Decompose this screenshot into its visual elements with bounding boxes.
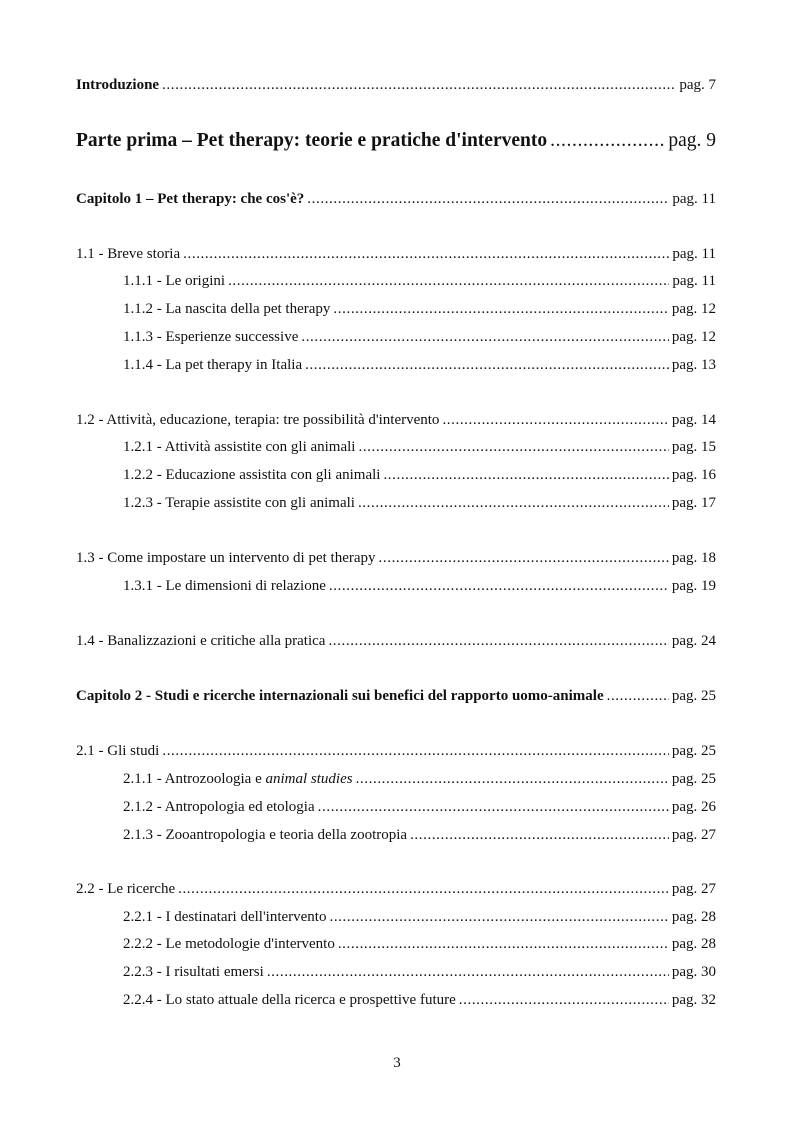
toc-label: 2.2.1 - I destinatari dell'intervento xyxy=(123,909,327,925)
toc-page-ref: pag. 25 xyxy=(671,771,716,787)
toc-entry-2-2-4[interactable] xyxy=(123,991,716,1009)
toc-label: 2.2.2 - Le metodologie d'intervento xyxy=(123,936,335,952)
toc-label xyxy=(123,770,353,788)
toc-label: 2.1 - Gli studi xyxy=(76,743,160,759)
toc-label: 1.1.2 - La nascita della pet therapy xyxy=(123,301,331,317)
dot-leader xyxy=(338,935,669,953)
toc-page-ref: pag. 18 xyxy=(671,550,716,566)
toc-label: 1.2 - Attività, educazione, terapia: tre possibilità d'intervento xyxy=(76,412,440,428)
toc-entry-2-1-2[interactable] xyxy=(123,798,716,816)
toc-label: 1.1 - Breve storia xyxy=(76,246,181,262)
dot-leader xyxy=(267,963,669,981)
toc-page-ref: pag. 11 xyxy=(672,191,716,207)
toc-label-italic: animal studies xyxy=(265,771,353,787)
toc-page-ref: pag. 28 xyxy=(671,909,716,925)
toc-page-ref: pag. 11 xyxy=(672,246,716,262)
dot-leader xyxy=(358,494,669,512)
toc-page-ref: pag. 16 xyxy=(671,467,716,483)
toc-label: 1.2.3 - Terapie assistite con gli animali xyxy=(123,495,355,511)
toc-entry-1-1[interactable] xyxy=(76,245,716,263)
toc-label: 2.1.3 - Zooantropologia e teoria della zootropia xyxy=(123,827,408,843)
dot-leader xyxy=(162,742,668,760)
dot-leader xyxy=(162,76,676,94)
toc-label: 2.2 - Le ricerche xyxy=(76,881,176,897)
toc-entry-parte-prima[interactable] xyxy=(76,129,716,153)
toc-entry-1-1-3[interactable] xyxy=(123,328,716,346)
toc-page-ref: pag. 26 xyxy=(671,799,716,815)
toc-entry-1-3[interactable] xyxy=(76,549,716,567)
toc-page-ref: pag. 15 xyxy=(671,439,716,455)
toc-entry-1-1-1[interactable] xyxy=(123,272,716,290)
toc-entry-1-2-2[interactable] xyxy=(123,466,716,484)
dot-leader xyxy=(607,687,669,705)
toc-label: 1.1.1 - Le origini xyxy=(123,273,226,289)
dot-leader xyxy=(178,880,669,898)
toc-page-ref: pag. 17 xyxy=(671,495,716,511)
toc-label: Capitolo 1 – Pet therapy: che cos'è? xyxy=(76,191,305,207)
toc-label: 2.1.2 - Antropologia ed etologia xyxy=(123,799,315,815)
dot-leader xyxy=(550,129,665,153)
dot-leader xyxy=(358,438,668,456)
toc-page-ref: pag. 12 xyxy=(671,301,716,317)
toc-page-ref: pag. 9 xyxy=(668,130,716,151)
toc-entry-1-4[interactable] xyxy=(76,632,716,650)
toc-entry-1-2[interactable] xyxy=(76,411,716,429)
toc-entry-2-1-1[interactable] xyxy=(123,770,716,788)
toc-label: 2.2.4 - Lo stato attuale della ricerca e prospettive future xyxy=(123,992,456,1008)
toc-page-ref: pag. 27 xyxy=(671,881,716,897)
toc-entry-capitolo-2[interactable] xyxy=(76,687,716,705)
dot-leader xyxy=(318,798,669,816)
toc-label: Capitolo 2 - Studi e ricerche internazionali sui benefici del rapporto uomo-animale xyxy=(76,688,604,704)
toc-page-ref: pag. 24 xyxy=(671,633,716,649)
dot-leader xyxy=(228,272,669,290)
toc-label: 1.1.4 - La pet therapy in Italia xyxy=(123,357,303,373)
dot-leader xyxy=(329,908,668,926)
dot-leader xyxy=(410,826,669,844)
toc-entry-2-1-3[interactable] xyxy=(123,826,716,844)
toc-entry-2-2-3[interactable] xyxy=(123,963,716,981)
toc-entry-2-2-1[interactable] xyxy=(123,908,716,926)
dot-leader xyxy=(383,466,668,484)
toc-label: 1.3.1 - Le dimensioni di relazione xyxy=(123,578,326,594)
dot-leader xyxy=(183,245,669,263)
toc-entry-1-1-4[interactable] xyxy=(123,356,716,374)
toc-entry-capitolo-1[interactable] xyxy=(76,190,716,208)
toc-entry-2-2-2[interactable] xyxy=(123,935,716,953)
toc-entry-1-2-3[interactable] xyxy=(123,494,716,512)
toc-entry-2-1[interactable] xyxy=(76,742,716,760)
toc-page-ref: pag. 11 xyxy=(672,273,716,289)
toc-page-ref: pag. 32 xyxy=(671,992,716,1008)
page-number: 3 xyxy=(393,1055,401,1071)
toc-entry-1-3-1[interactable] xyxy=(123,577,716,595)
dot-leader xyxy=(328,632,668,650)
toc-label: 1.2.1 - Attività assistite con gli animali xyxy=(123,439,356,455)
toc-page-ref: pag. 14 xyxy=(671,412,716,428)
toc-label: Parte prima – Pet therapy: teorie e pratiche d'intervento xyxy=(76,130,548,151)
dot-leader xyxy=(459,991,669,1009)
toc-label: 1.1.3 - Esperienze successive xyxy=(123,329,299,345)
toc-label-prefix: 2.1.1 - Antrozoologia e xyxy=(123,771,266,787)
toc-page-ref: pag. 13 xyxy=(671,357,716,373)
toc-label: Introduzione xyxy=(76,77,160,93)
toc-page-ref: pag. 27 xyxy=(671,827,716,843)
dot-leader xyxy=(301,328,668,346)
dot-leader xyxy=(442,411,668,429)
toc-page-ref: pag. 28 xyxy=(671,936,716,952)
toc-entry-1-1-2[interactable] xyxy=(123,300,716,318)
toc-page-ref: pag. 7 xyxy=(679,77,716,93)
toc-page-ref: pag. 12 xyxy=(671,329,716,345)
toc-label: 2.2.3 - I risultati emersi xyxy=(123,964,264,980)
dot-leader xyxy=(356,770,669,788)
toc-page-ref: pag. 25 xyxy=(671,743,716,759)
dot-leader xyxy=(329,577,669,595)
dot-leader xyxy=(379,549,669,567)
toc-page-ref: pag. 25 xyxy=(671,688,716,704)
toc-entry-introduzione[interactable] xyxy=(76,76,716,94)
toc-entry-1-2-1[interactable] xyxy=(123,438,716,456)
toc-page-ref: pag. 19 xyxy=(671,578,716,594)
dot-leader xyxy=(305,356,669,374)
toc-label: 1.2.2 - Educazione assistita con gli animali xyxy=(123,467,381,483)
toc-label: 1.4 - Banalizzazioni e critiche alla pratica xyxy=(76,633,326,649)
toc-entry-2-2[interactable] xyxy=(76,880,716,898)
dot-leader xyxy=(307,190,669,208)
dot-leader xyxy=(333,300,668,318)
toc-label: 1.3 - Come impostare un intervento di pet therapy xyxy=(76,550,376,566)
toc-page-ref: pag. 30 xyxy=(671,964,716,980)
